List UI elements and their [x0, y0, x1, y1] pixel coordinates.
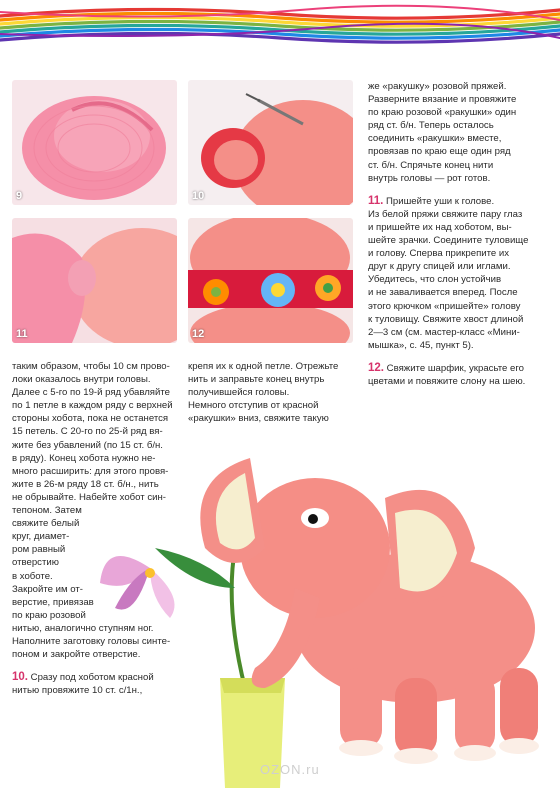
text-line: локи оказалось внутри головы.	[12, 374, 151, 386]
text-line: жите без убавлений (по 15 ст. б/н.	[12, 439, 163, 451]
rainbow-yarn-header	[0, 0, 560, 50]
photo-number: 9	[16, 190, 23, 202]
text-line: провязав по краю еще один ряд	[368, 146, 511, 158]
step-number-11: 11.	[368, 194, 384, 207]
text-line: по краю розовой	[12, 609, 86, 621]
scarf-with-flowers-illustration	[188, 218, 353, 343]
text-line: отверстию	[12, 557, 59, 569]
text-line: внутрь головы — рот готов.	[368, 172, 491, 184]
text-line: верстие, привязав	[12, 596, 94, 608]
text-column-middle	[188, 360, 358, 425]
text-line: много расширить: для этого провя-	[12, 465, 169, 477]
photo-number: 10	[192, 190, 205, 202]
text-line: Пришейте уши к голове.	[383, 195, 495, 207]
text-line: по 1 петле в каждом ряду с верхней	[12, 400, 173, 412]
text-line: круг, диамет-	[12, 531, 70, 543]
text-line: не обрывайте. Набейте хобот син-	[12, 491, 166, 503]
text-line: нить и заправьте конец внутрь	[188, 374, 325, 386]
text-line: Наполните заготовку головы синте-	[12, 635, 171, 647]
text-line: ст. б/н. Спрячьте конец нити	[368, 159, 494, 171]
step-photo-11	[12, 218, 177, 343]
lily-flower-icon	[100, 556, 175, 618]
text-line: стороны хобота, пока не останется	[12, 413, 169, 425]
text-line: тепоном. Затем	[12, 505, 82, 517]
text-line: Из белой пряжи свяжите пару глаз	[368, 208, 523, 220]
text-line: 15 петель. С 20-го по 25-й ряд вя-	[12, 426, 163, 438]
text-line: и не заваливается вперед. После	[368, 287, 518, 299]
text-line: получившейся головы.	[188, 387, 290, 399]
text-line: цветами и повяжите слону на шею.	[368, 375, 526, 387]
text-line: Свяжите шарфик, украсьте его	[384, 362, 524, 374]
text-line: к туловищу. Свяжите хвост длиной	[368, 313, 524, 325]
text-line: свяжите белый	[12, 518, 80, 530]
step-number-12: 12.	[368, 361, 384, 374]
text-line: Убедитесь, что слон устойчив	[368, 274, 502, 286]
text-line: же «ракушку» розовой пряжей.	[368, 81, 507, 92]
text-line: этого крючком «пришейте» голову	[368, 300, 521, 312]
photo-number: 12	[192, 328, 205, 340]
step-photo-12	[188, 218, 353, 343]
crochet-hook-illustration	[188, 80, 353, 205]
text-line: друг к другу спицей или иглами.	[368, 261, 511, 273]
text-line: «ракушки» вниз, свяжите такую	[188, 413, 329, 425]
ozon-watermark: OZON.ru	[260, 762, 320, 777]
text-column-right	[368, 80, 554, 388]
step-photo-10	[188, 80, 353, 205]
text-line: 2—3 см (см. мастер-класс «Мини-	[368, 326, 520, 338]
text-line: Закройте им от-	[12, 583, 83, 595]
text-line: шейте зрачки. Соедините туловище	[368, 235, 529, 247]
step-12-line	[368, 362, 554, 375]
step-number-10: 10.	[12, 671, 28, 684]
text-line: в хоботе.	[12, 570, 53, 582]
text-line: таким образом, чтобы 10 см прово-	[12, 361, 170, 372]
text-line: нитью, аналогично ступням ног.	[12, 622, 154, 634]
text-line: Далее с 5-го по 19-й ряд убавляйте	[12, 387, 170, 399]
step-photo-9	[12, 80, 177, 205]
text-line: по краю розовой «ракушки» один	[368, 107, 517, 119]
crochet-piece-illustration	[12, 80, 177, 205]
text-line: Немного отступив от красной	[188, 400, 319, 412]
text-line: Сразу под хоботом красной	[28, 672, 154, 684]
text-line: крепя их к одной петле. Отрежьте	[188, 361, 339, 372]
trunk-and-head-illustration	[12, 218, 177, 343]
text-line: поном и закройте отверстие.	[12, 649, 141, 661]
text-line: ром равный	[12, 544, 66, 556]
pink-elephant-illustration	[95, 438, 560, 788]
text-line: соединить «ракушки» вместе,	[368, 133, 502, 145]
text-line: жите в 26-м ряду 18 ст. б/н., нить	[12, 478, 159, 490]
text-line: нитью провяжите 10 ст. с/1н.,	[12, 685, 143, 697]
text-line: ряд ст. б/н. Теперь осталось	[368, 120, 494, 132]
text-line: мышка», с. 45, пункт 5).	[368, 339, 474, 351]
text-line: и пришейте их над хоботом, вы-	[368, 221, 512, 233]
photo-number: 11	[16, 328, 28, 340]
text-line: в ряду). Конец хобота нужно не-	[12, 452, 156, 464]
text-line: и голову. Сперва прикрепите их	[368, 248, 510, 260]
step-11-line	[368, 195, 554, 208]
elephant-eye-icon	[301, 508, 329, 528]
text-line: Разверните вязание и провяжите	[368, 94, 517, 106]
